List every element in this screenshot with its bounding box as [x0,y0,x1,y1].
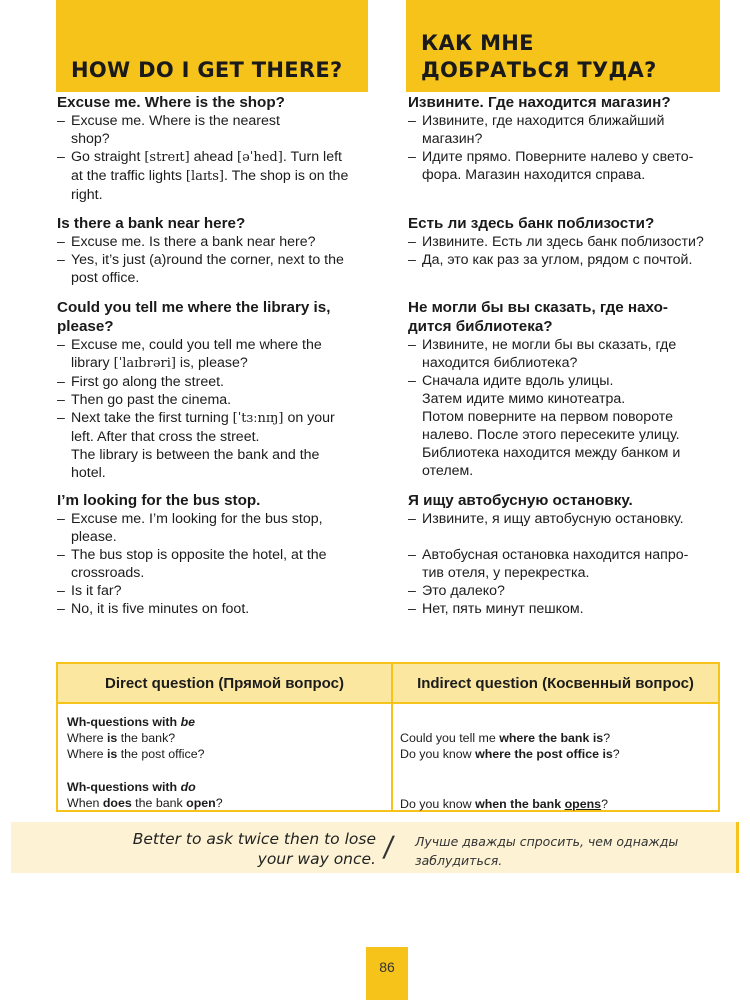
dialogue-question-line-2: please? [57,318,114,335]
line-text: Это далеко? [422,583,505,599]
dialogue-question: Excuse me. Where is the shop? [57,94,285,111]
label-text: Wh-questions with [67,780,181,794]
proverb-box [11,822,739,873]
dialogue-line [57,600,371,618]
dialogue-line [57,251,371,269]
line-text: фора. Магазин находится справа. [422,167,646,183]
wh-be-label [67,714,385,730]
example-direct-1 [67,730,385,746]
phonetic-transcription: [laɪts] [185,169,224,184]
line-text: Затем идите мимо кинотеатра. [422,391,626,407]
dialogue-question-line-2: дится библиотека? [408,318,553,335]
line-text: Then go past the cinema. [71,392,232,408]
verb: is [602,747,613,761]
page-number: 86 [366,947,408,1000]
dialogue-shop-ru [408,93,720,184]
line-text: тив отеля, у перекрестка. [422,565,590,581]
dialogue-line [57,409,371,428]
dialogue-line-cont [408,130,720,148]
dialogue-question: Извините. Где находится магазин? [408,94,671,111]
text: ? [601,797,608,811]
proverb-divider-slash: / [381,830,396,863]
dialogue-bus-stop-en [57,491,371,618]
english-title: HOW DO I GET THERE? [71,58,343,82]
indirect-question-cell [400,714,714,812]
line-text: at the traffic lights [71,168,186,184]
text: the bank? [117,731,176,745]
example-indirect-3 [400,796,714,812]
blank-line [408,528,720,546]
proverb-russian-line-1: Лучше дважды спросить, чем однажды [415,834,679,849]
line-text: Да, это как раз за углом, рядом с почтой. [422,252,693,268]
spacer [400,714,714,730]
line-text: Извините, не могли бы вы сказать, где [422,337,677,353]
dialogue-line-cont [408,390,720,408]
line-text: Excuse me. Where is the nearest [71,113,280,129]
dialogue-question: Есть ли здесь банк поблизости? [408,215,655,232]
dialogue-line [408,510,720,528]
text: ? [612,747,620,761]
line-text: Извините, где находится ближайший [422,113,665,129]
text: Where [67,747,107,761]
dialogue-question-line-1: Не могли бы вы сказать, где нахо- [408,299,668,316]
line-text: Is it far? [71,583,122,599]
dialogue-line [57,546,371,564]
line-text: First go along the street. [71,374,224,390]
dialogue-line [408,148,720,166]
dialogue-line-cont [408,166,720,184]
russian-title-line-2: ДОБРАТЬСЯ ТУДА? [421,58,657,82]
line-text: находится библиотека? [422,355,578,371]
example-direct-2 [67,746,385,762]
text: the post office? [117,747,205,761]
column-divider [391,664,393,810]
example-indirect-2 [400,746,714,762]
text: ? [215,796,223,810]
dialogue-line-cont [57,464,371,482]
line-text: Нет, пять минут пешком. [422,601,584,617]
dialogue-line [57,148,371,167]
line-text: crossroads. [71,565,145,581]
phonetic-transcription: [ˈtɜːnɪŋ] [232,411,284,426]
header-indirect-question: Indirect question (Косвенный вопрос) [417,675,694,692]
line-text: left. After that cross the street. [71,429,260,445]
text: ? [603,731,611,745]
verb: is [592,731,604,745]
dialogue-bus-stop-ru [408,491,720,618]
dialogue-line [408,251,720,269]
line-text: налево. После этого пересеките улицу. [422,427,680,443]
dialogue-line-cont [408,408,720,426]
phonetic-transcription: [əˈhed] [237,150,283,165]
text: When [67,796,103,810]
text: Where [67,731,107,745]
proverb-russian [415,832,715,870]
dialogue-line-cont [57,564,371,582]
line-text: Извините. Есть ли здесь банк поблизости? [422,234,704,250]
line-text: please. [71,529,117,545]
line-text: shop? [71,131,110,147]
dialogue-question: I’m looking for the bus stop. [57,492,261,509]
dialogue-line-cont [408,444,720,462]
dialogue-line [57,510,371,528]
dialogue-line-cont [57,269,371,287]
proverb-english [111,829,376,869]
proverb-accent-bar [736,822,739,873]
example-direct-3 [67,795,385,811]
line-text: Автобусная остановка находится напро- [422,547,689,563]
text: Could you tell me [400,731,500,745]
proverb-english-line-2: your way once. [257,850,376,868]
label-text: Wh-questions with [67,715,181,729]
line-text: Go straight [71,149,145,165]
dialogue-shop-en [57,93,371,204]
line-text: Excuse me, could you tell me where the [71,337,322,353]
dialogue-line-cont [408,462,720,480]
header-direct-question: Direct question (Прямой вопрос) [104,675,344,692]
proverb-english-line-1: Better to ask twice then to lose [132,830,376,848]
grammar-table-header [58,664,718,704]
dialogue-line-cont [57,428,371,446]
line-text: on your [283,410,335,426]
dialogue-library-en [57,298,371,482]
dialogue-line [408,112,720,130]
line-text: No, it is five minutes on foot. [71,601,250,617]
dialogue-question-line-1: Could you tell me where the library is, [57,299,331,316]
dialogue-line-cont [408,564,720,582]
line-text: магазин? [422,131,483,147]
dialogue-line-cont [57,446,371,464]
dialogue-line-cont [408,426,720,444]
line-text: отелем. [422,463,474,479]
english-title-banner [56,0,368,92]
grammar-table [56,662,720,812]
clause: when the bank [475,797,565,811]
line-text: Excuse me. Is there a bank near here? [71,234,316,250]
line-text: is, please? [175,355,248,371]
dialogue-line-cont [57,528,371,546]
line-text: Извините, я ищу автобусную остановку. [422,511,684,527]
dialogue-line [57,233,371,251]
line-text: post office. [71,270,140,286]
line-text: Excuse me. I’m looking for the bus stop, [71,511,323,527]
line-text: The library is between the bank and the [71,447,320,463]
line-text: hotel. [71,465,106,481]
dialogue-line [408,582,720,600]
dialogue-line [57,391,371,409]
phonetic-transcription: [ˈlaɪbrəri] [113,356,176,371]
dialogue-bank-en [57,214,371,287]
dialogue-library-ru [408,298,720,480]
clause: where the bank [499,731,593,745]
dialogue-line-cont [57,354,371,373]
line-text: . The shop is on the [223,168,349,184]
line-text: Потом поверните на первом повороте [422,409,673,425]
dialogue-line [57,336,371,354]
text: Do you know [400,797,476,811]
wh-do-label [67,779,385,795]
text: the bank [131,796,187,810]
russian-title-banner [406,0,720,92]
dialogue-line [57,373,371,391]
verb: is [106,747,118,761]
dialogue-line-cont [57,186,371,204]
dialogue-line-cont [57,167,371,186]
line-text: library [71,355,114,371]
line-text: . Turn left [282,149,342,165]
line-text: Библиотека находится между банком и [422,445,681,461]
proverb-russian-line-2: заблудиться. [415,853,503,868]
label-verb: be [180,715,196,729]
direct-question-cell [67,714,385,811]
line-text: Next take the first turning [71,410,233,426]
spacer [67,762,385,779]
line-text: right. [71,187,103,203]
verb: does [102,796,132,810]
line-text: The bus stop is opposite the hotel, at the [71,547,327,563]
line-text: ahead [189,149,238,165]
dialogue-question: Is there a bank near here? [57,215,246,232]
line-text: Yes, it’s just (a)round the corner, next to the [71,252,344,268]
clause: where the post office [475,747,603,761]
verb: is [106,731,118,745]
dialogue-line [57,112,371,130]
phonetic-transcription: [streɪt] [144,150,190,165]
label-verb: do [180,780,196,794]
dialogue-line [408,546,720,564]
dialogue-line-cont [408,354,720,372]
verb: opens [564,797,602,811]
dialogue-line [57,582,371,600]
text: Do you know [400,747,476,761]
dialogue-bank-ru [408,214,720,269]
dialogue-line [408,372,720,390]
dialogue-line-cont [57,130,371,148]
spacer [400,762,714,796]
example-indirect-1 [400,730,714,746]
line-text: Сначала идите вдоль улицы. [422,373,614,389]
verb: open [186,796,216,810]
line-text: Идите прямо. Поверните налево у свето- [422,149,694,165]
dialogue-line [408,600,720,618]
dialogue-question: Я ищу автобусную остановку. [408,492,633,509]
russian-title-line-1: КАК МНЕ [421,31,534,55]
dialogue-line [408,233,720,251]
dialogue-line [408,336,720,354]
